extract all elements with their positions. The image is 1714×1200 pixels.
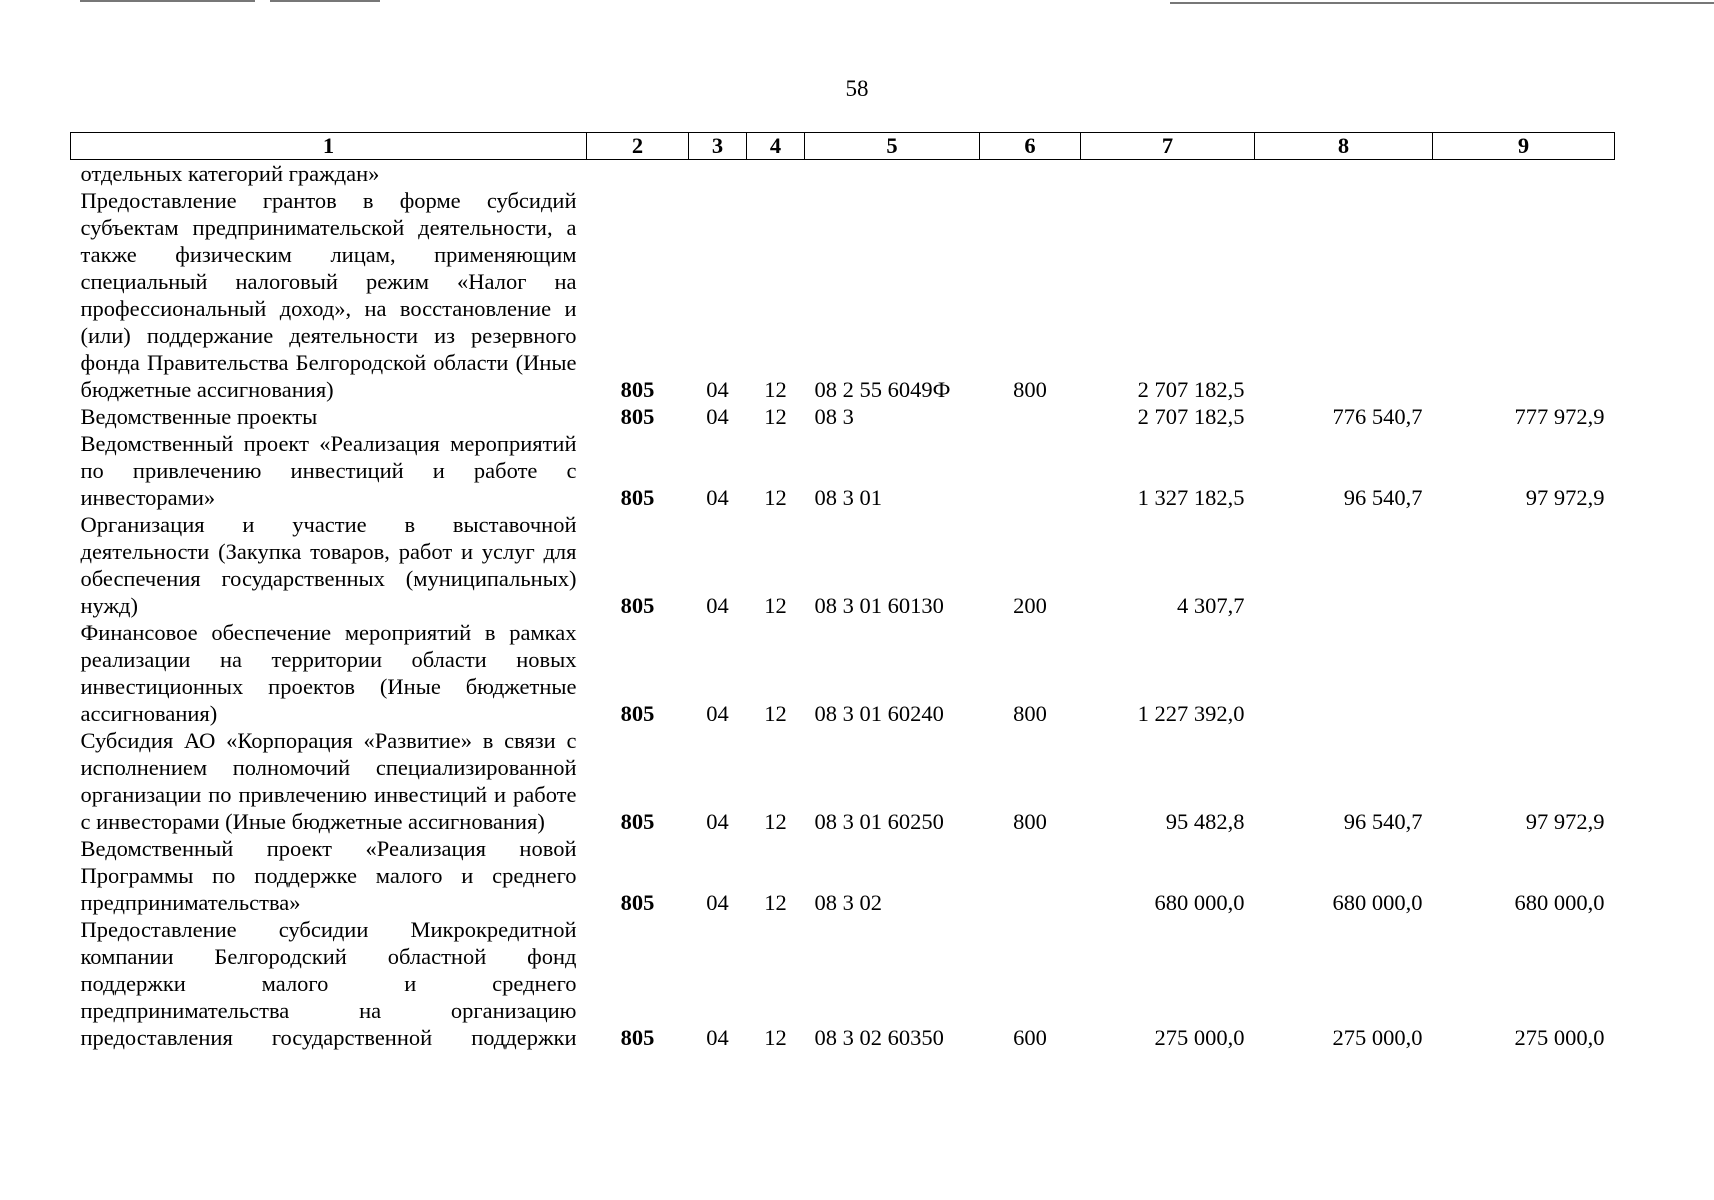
row-section: 04	[706, 485, 729, 510]
row-ministry-code: 805	[620, 701, 655, 726]
row-ministry-code: 805	[620, 377, 655, 402]
row-sum-2: 776 540,7	[1332, 404, 1423, 429]
row-sum-1: 95 482,8	[1165, 809, 1245, 834]
row-subsection	[747, 160, 805, 188]
row-expense-type	[980, 403, 1081, 430]
column-header-9: 9	[1433, 133, 1615, 160]
row-name: отдельных категорий граждан»	[80, 161, 380, 186]
row-sum-3: 275 000,0	[1514, 1025, 1605, 1050]
column-header-7: 7	[1081, 133, 1255, 160]
row-target-article: 08 3 01 60240	[814, 701, 944, 726]
row-target-article: 08 3 01 60130	[814, 593, 944, 618]
column-header-2: 2	[587, 133, 689, 160]
row-expense-type: 800	[1013, 377, 1047, 402]
row-subsection: 12	[764, 593, 787, 618]
row-name: Субсидия АО «Корпорация «Развитие» в связи с исполнением полномочий специализированной организации по привлечению инвестиций и работе с инвесторами (Иные бюджетные ассигнования)	[80, 728, 577, 834]
row-sum-3	[1433, 160, 1615, 188]
row-sum-3: 97 972,9	[1525, 809, 1605, 834]
row-ministry-code: 805	[620, 485, 655, 510]
table-row	[71, 835, 1615, 916]
row-sum-1: 1 327 182,5	[1137, 485, 1245, 510]
row-sum-2: 96 540,7	[1343, 485, 1423, 510]
row-expense-type: 800	[1013, 809, 1047, 834]
column-header-5: 5	[805, 133, 980, 160]
row-subsection: 12	[764, 404, 787, 429]
row-expense-type	[980, 430, 1081, 511]
column-header-1: 1	[71, 133, 587, 160]
row-ministry-code: 805	[620, 404, 655, 429]
row-sum-1: 275 000,0	[1154, 1025, 1245, 1050]
table-row	[71, 403, 1615, 430]
row-sum-2	[1255, 511, 1433, 619]
row-name: Предоставление грантов в форме субсидий субъектам предпринимательской деятельности, а также физическим лицам, применяющим специальный налоговый режим «Налог на профессиональный доход», на восстановление и (или) поддержание деятельности из резервного фонда Правительства Белгородской области (Иные бюджетные ассигнования)	[80, 188, 577, 402]
row-subsection: 12	[764, 809, 787, 834]
scan-edge-line-mid	[270, 0, 380, 2]
row-name: Ведомственный проект «Реализация новой Программы по поддержке малого и среднего предпринимательства»	[80, 836, 577, 915]
table-row	[71, 160, 1615, 188]
row-sum-3: 680 000,0	[1514, 890, 1605, 915]
column-header-8: 8	[1255, 133, 1433, 160]
row-target-article: 08 3 02	[814, 890, 882, 915]
row-ministry-code: 805	[620, 890, 655, 915]
row-section: 04	[706, 593, 729, 618]
table-row	[71, 916, 1615, 1051]
row-sum-1	[1081, 160, 1255, 188]
budget-table	[70, 132, 1615, 1051]
row-ministry-code: 805	[620, 1025, 655, 1050]
table-row	[71, 619, 1615, 727]
column-header-3: 3	[689, 133, 747, 160]
row-section: 04	[706, 1025, 729, 1050]
row-sum-2: 96 540,7	[1343, 809, 1423, 834]
row-subsection: 12	[764, 377, 787, 402]
row-subsection: 12	[764, 485, 787, 510]
row-name: Организация и участие в выставочной деятельности (Закупка товаров, работ и услуг для обеспечения государственных (муниципальных) нужд)	[80, 512, 577, 618]
header-row	[71, 133, 1615, 160]
row-sum-3	[1433, 187, 1615, 403]
row-sum-2: 680 000,0	[1332, 890, 1423, 915]
row-sum-3	[1433, 619, 1615, 727]
row-section: 04	[706, 809, 729, 834]
row-name: Ведомственные проекты	[80, 404, 318, 429]
row-target-article: 08 2 55 6049Ф	[814, 377, 951, 402]
row-target-article: 08 3	[814, 404, 854, 429]
column-header-4: 4	[747, 133, 805, 160]
page-number: 58	[845, 76, 869, 101]
row-sum-3: 777 972,9	[1514, 404, 1605, 429]
row-subsection: 12	[764, 890, 787, 915]
row-section: 04	[706, 890, 729, 915]
scan-edge-line-left	[80, 0, 255, 2]
row-expense-type	[980, 835, 1081, 916]
table-row	[71, 187, 1615, 403]
row-expense-type: 800	[1013, 701, 1047, 726]
row-sum-1: 680 000,0	[1154, 890, 1245, 915]
row-sum-1: 2 707 182,5	[1137, 404, 1245, 429]
row-section: 04	[706, 701, 729, 726]
row-section: 04	[706, 377, 729, 402]
row-target-article: 08 3 01	[814, 485, 882, 510]
row-sum-3	[1433, 511, 1615, 619]
row-subsection: 12	[764, 701, 787, 726]
table-row	[71, 727, 1615, 835]
row-name: Финансовое обеспечение мероприятий в рамках реализации на территории области новых инвестиционных проектов (Иные бюджетные ассигнования)	[80, 620, 577, 726]
row-sum-2	[1255, 187, 1433, 403]
row-sum-1: 4 307,7	[1177, 593, 1245, 618]
row-expense-type	[980, 160, 1081, 188]
row-sum-1: 2 707 182,5	[1137, 377, 1245, 402]
row-name: Ведомственный проект «Реализация мероприятий по привлечению инвестиций и работе с инвесторами»	[80, 431, 577, 510]
row-ministry-code: 805	[620, 593, 655, 618]
row-sum-2	[1255, 160, 1433, 188]
column-header-6: 6	[980, 133, 1081, 160]
row-expense-type: 200	[1013, 593, 1047, 618]
row-sum-2	[1255, 619, 1433, 727]
row-section	[689, 160, 747, 188]
table-row	[71, 430, 1615, 511]
row-ministry-code: 805	[620, 809, 655, 834]
row-ministry-code	[587, 160, 689, 188]
row-sum-1: 1 227 392,0	[1137, 701, 1245, 726]
row-subsection: 12	[764, 1025, 787, 1050]
row-target-article: 08 3 02 60350	[814, 1025, 944, 1050]
row-sum-2: 275 000,0	[1332, 1025, 1423, 1050]
scan-edge-line-right	[1170, 2, 1714, 4]
row-expense-type: 600	[1013, 1025, 1047, 1050]
table-row	[71, 511, 1615, 619]
row-sum-3: 97 972,9	[1525, 485, 1605, 510]
row-section: 04	[706, 404, 729, 429]
row-target-article	[805, 160, 980, 188]
row-name: Предоставление субсидии Микрокредитной компании Белгородский областной фонд поддержки малого и среднего предпринимательства на организацию предоставления государственной поддержки	[80, 917, 577, 1050]
row-target-article: 08 3 01 60250	[814, 809, 944, 834]
